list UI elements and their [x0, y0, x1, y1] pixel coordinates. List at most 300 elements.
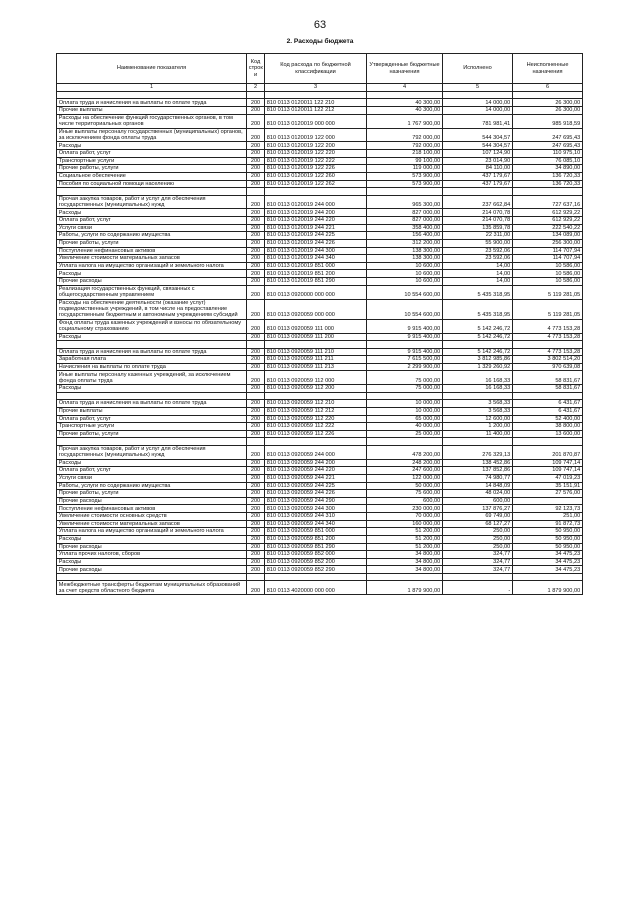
executed-amount-cell: 324,77: [443, 558, 513, 566]
expense-code-cell: 810 0113 0920059 111 200: [265, 333, 367, 341]
executed-amount-cell: 137 852,86: [443, 467, 513, 475]
line-code-cell: 200: [247, 520, 265, 528]
approved-amount-cell: 10 000,00: [367, 400, 443, 408]
unexecuted-amount-cell: 6 431,67: [513, 400, 583, 408]
table-row: [57, 247, 583, 255]
empty-cell: [57, 341, 247, 348]
approved-amount-cell: 34 800,00: [367, 558, 443, 566]
expense-code-cell: 810 0113 0920059 111 000: [265, 319, 367, 333]
executed-amount-cell: 138 452,86: [443, 459, 513, 467]
expense-code-cell: 810 0113 0120019 851 000: [265, 262, 367, 270]
empty-cell: [57, 392, 247, 399]
approved-amount-cell: 75 600,00: [367, 490, 443, 498]
approved-amount-cell: 40 000,00: [367, 423, 443, 431]
approved-amount-cell: 122 000,00: [367, 474, 443, 482]
approved-amount-cell: 248 200,00: [367, 459, 443, 467]
executed-amount-cell: 55 900,00: [443, 239, 513, 247]
executed-amount-cell: 781 981,41: [443, 114, 513, 128]
indicator-name-cell: Увеличение стоимости материальных запасов: [57, 255, 247, 263]
empty-cell: [443, 574, 513, 581]
expense-code-cell: 810 0113 0120019 851 200: [265, 270, 367, 278]
approved-amount-cell: 40 300,00: [367, 107, 443, 115]
unexecuted-amount-cell: 4 773 153,28: [513, 319, 583, 333]
line-code-cell: 200: [247, 490, 265, 498]
line-code-cell: 200: [247, 209, 265, 217]
line-code-cell: 200: [247, 239, 265, 247]
indicator-name-cell: Заработная плата: [57, 356, 247, 364]
unexecuted-amount-cell: 1 879 900,00: [513, 581, 583, 595]
table-row: [57, 505, 583, 513]
line-code-cell: 200: [247, 319, 265, 333]
empty-cell: [513, 574, 583, 581]
approved-amount-cell: 160 000,00: [367, 520, 443, 528]
executed-amount-cell: 23 592,06: [443, 247, 513, 255]
column-number: 1: [57, 84, 247, 92]
indicator-name-cell: Прочие работы, услуги: [57, 239, 247, 247]
indicator-name-cell: Расходы: [57, 558, 247, 566]
executed-amount-cell: 14,00: [443, 262, 513, 270]
line-code-cell: 200: [247, 513, 265, 521]
table-row: [57, 285, 583, 299]
executed-amount-cell: 69 749,00: [443, 513, 513, 521]
indicator-name-cell: Прочие расходы: [57, 566, 247, 574]
expense-code-cell: 810 0113 0120011 122 212: [265, 107, 367, 115]
empty-cell: [443, 188, 513, 195]
expense-code-cell: 810 0113 0920059 852 290: [265, 566, 367, 574]
approved-amount-cell: 9 915 400,00: [367, 348, 443, 356]
empty-cell: [367, 574, 443, 581]
executed-amount-cell: 12 600,00: [443, 415, 513, 423]
approved-amount-cell: 600,00: [367, 497, 443, 505]
line-code-cell: 200: [247, 482, 265, 490]
expense-code-cell: 810 0113 0920059 244 290: [265, 497, 367, 505]
empty-cell: [247, 341, 265, 348]
indicator-name-cell: Фонд оплаты труда казенных учреждений и взносы по обязательному социальному страхованию: [57, 319, 247, 333]
table-row: [57, 400, 583, 408]
executed-amount-cell: 14 000,00: [443, 107, 513, 115]
line-code-cell: 200: [247, 474, 265, 482]
indicator-name-cell: Расходы на обеспечение функций государственных органов, в том числе территориальных органов: [57, 114, 247, 128]
table-row: [57, 99, 583, 107]
section-title: 2. Расходы бюджета: [286, 38, 354, 45]
table-row: [57, 157, 583, 165]
line-code-cell: 200: [247, 232, 265, 240]
indicator-name-cell: Оплата работ, услуг: [57, 415, 247, 423]
indicator-name-cell: Уплата прочих налогов, сборов: [57, 551, 247, 559]
empty-cell: [443, 438, 513, 445]
unexecuted-amount-cell: 247 695,43: [513, 128, 583, 142]
table-row: [57, 474, 583, 482]
empty-cell: [57, 92, 247, 99]
expense-code-cell: 810 0113 0120019 122 220: [265, 150, 367, 158]
expense-code-cell: 810 0113 0920059 112 000: [265, 371, 367, 385]
expense-code-cell: 810 0113 0120019 244 000: [265, 195, 367, 209]
approved-amount-cell: 25 000,00: [367, 430, 443, 438]
executed-amount-cell: 68 127,27: [443, 520, 513, 528]
indicator-name-cell: Оплата работ, услуг: [57, 150, 247, 158]
approved-amount-cell: 10 554 600,00: [367, 299, 443, 319]
empty-cell: [367, 438, 443, 445]
table-row: [57, 543, 583, 551]
unexecuted-amount-cell: [513, 497, 583, 505]
table-spacer-row: [57, 392, 583, 399]
line-code-cell: 200: [247, 528, 265, 536]
line-code-cell: 200: [247, 299, 265, 319]
approved-amount-cell: 965 300,00: [367, 195, 443, 209]
line-code-cell: 200: [247, 150, 265, 158]
executed-amount-cell: 324,77: [443, 551, 513, 559]
table-row: [57, 255, 583, 263]
approved-amount-cell: 65 000,00: [367, 415, 443, 423]
indicator-name-cell: Расходы: [57, 459, 247, 467]
table-row: [57, 528, 583, 536]
executed-amount-cell: 276 329,13: [443, 445, 513, 459]
approved-amount-cell: 75 000,00: [367, 371, 443, 385]
table-row: [57, 566, 583, 574]
executed-amount-cell: 5 435 318,95: [443, 285, 513, 299]
table-row: [57, 558, 583, 566]
empty-cell: [265, 392, 367, 399]
expense-code-cell: 810 0113 0920059 111 210: [265, 348, 367, 356]
table-spacer-row: [57, 574, 583, 581]
unexecuted-amount-cell: 10 586,00: [513, 270, 583, 278]
table-row: [57, 445, 583, 459]
table-row: [57, 195, 583, 209]
unexecuted-amount-cell: 58 831,67: [513, 371, 583, 385]
unexecuted-amount-cell: 50 950,00: [513, 535, 583, 543]
unexecuted-amount-cell: 34 475,23: [513, 566, 583, 574]
indicator-name-cell: Иные выплаты персоналу казенных учреждений, за исключением фонда оплаты труда: [57, 371, 247, 385]
expense-code-cell: 810 0113 0920059 112 210: [265, 400, 367, 408]
unexecuted-amount-cell: 251,00: [513, 513, 583, 521]
indicator-name-cell: Социальное обеспечение: [57, 172, 247, 180]
unexecuted-amount-cell: 201 870,87: [513, 445, 583, 459]
expense-code-cell: 810 0113 0120019 122 260: [265, 172, 367, 180]
approved-amount-cell: 573 900,00: [367, 172, 443, 180]
executed-amount-cell: 11 400,00: [443, 430, 513, 438]
line-code-cell: 200: [247, 128, 265, 142]
executed-amount-cell: 23 592,06: [443, 255, 513, 263]
line-code-cell: 200: [247, 543, 265, 551]
executed-amount-cell: 22 311,00: [443, 232, 513, 240]
indicator-name-cell: Работы, услуги по содержанию имущества: [57, 482, 247, 490]
unexecuted-amount-cell: 109 747,14: [513, 459, 583, 467]
empty-cell: [513, 92, 583, 99]
approved-amount-cell: 7 615 500,00: [367, 356, 443, 364]
approved-amount-cell: 1 767 900,00: [367, 114, 443, 128]
empty-cell: [367, 188, 443, 195]
unexecuted-amount-cell: 727 637,16: [513, 195, 583, 209]
empty-cell: [443, 341, 513, 348]
line-code-cell: 200: [247, 371, 265, 385]
approved-amount-cell: 10 600,00: [367, 262, 443, 270]
indicator-name-cell: Увеличение стоимости материальных запасов: [57, 520, 247, 528]
indicator-name-cell: Реализация государственных функций, связанных с общегосударственным управлением: [57, 285, 247, 299]
column-number: 2: [247, 84, 265, 92]
expense-code-cell: 810 0113 0920059 112 226: [265, 430, 367, 438]
indicator-name-cell: Расходы: [57, 333, 247, 341]
indicator-name-cell: Услуги связи: [57, 224, 247, 232]
executed-amount-cell: 5 142 246,72: [443, 333, 513, 341]
expense-code-cell: 810 0113 0920059 244 300: [265, 505, 367, 513]
table-row: [57, 423, 583, 431]
table-row: [57, 407, 583, 415]
approved-amount-cell: 51 200,00: [367, 528, 443, 536]
table-row: [57, 348, 583, 356]
approved-amount-cell: 51 200,00: [367, 543, 443, 551]
executed-amount-cell: 544 304,57: [443, 128, 513, 142]
indicator-name-cell: Расходы: [57, 385, 247, 393]
header-expense-code: Код расхода по бюджетной классификации: [265, 54, 367, 84]
approved-amount-cell: 792 000,00: [367, 142, 443, 150]
line-code-cell: 200: [247, 224, 265, 232]
indicator-name-cell: Расходы: [57, 270, 247, 278]
expense-code-cell: 810 0113 0920059 112 222: [265, 423, 367, 431]
empty-cell: [57, 438, 247, 445]
indicator-name-cell: Оплата работ, услуг: [57, 467, 247, 475]
executed-amount-cell: 3 812 985,86: [443, 356, 513, 364]
line-code-cell: 200: [247, 348, 265, 356]
table-row: [57, 415, 583, 423]
indicator-name-cell: Прочие работы, услуги: [57, 490, 247, 498]
unexecuted-amount-cell: 612 929,22: [513, 217, 583, 225]
executed-amount-cell: 250,00: [443, 535, 513, 543]
executed-amount-cell: 600,00: [443, 497, 513, 505]
approved-amount-cell: 10 600,00: [367, 270, 443, 278]
table-spacer-row: [57, 438, 583, 445]
table-header-row: [57, 54, 583, 84]
empty-cell: [513, 188, 583, 195]
table-spacer-row: [57, 188, 583, 195]
unexecuted-amount-cell: 92 123,73: [513, 505, 583, 513]
page-number: 63: [313, 19, 327, 31]
table-row: [57, 150, 583, 158]
expense-code-cell: 810 0113 0120011 122 210: [265, 99, 367, 107]
unexecuted-amount-cell: 134 089,00: [513, 232, 583, 240]
unexecuted-amount-cell: 3 802 514,20: [513, 356, 583, 364]
approved-amount-cell: 138 300,00: [367, 255, 443, 263]
unexecuted-amount-cell: 50 950,00: [513, 543, 583, 551]
unexecuted-amount-cell: 110 975,10: [513, 150, 583, 158]
approved-amount-cell: 478 200,00: [367, 445, 443, 459]
unexecuted-amount-cell: 970 639,08: [513, 363, 583, 371]
executed-amount-cell: 1 329 260,92: [443, 363, 513, 371]
empty-cell: [513, 392, 583, 399]
table-row: [57, 467, 583, 475]
unexecuted-amount-cell: 26 300,00: [513, 107, 583, 115]
approved-amount-cell: 9 915 400,00: [367, 333, 443, 341]
empty-cell: [443, 392, 513, 399]
executed-amount-cell: 74 980,77: [443, 474, 513, 482]
expense-code-cell: 810 0113 0920059 851 290: [265, 543, 367, 551]
unexecuted-amount-cell: 136 720,33: [513, 180, 583, 188]
table-row: [57, 128, 583, 142]
expense-code-cell: 810 0113 0120019 122 262: [265, 180, 367, 188]
table-row: [57, 520, 583, 528]
line-code-cell: 200: [247, 270, 265, 278]
unexecuted-amount-cell: 34 890,00: [513, 165, 583, 173]
line-code-cell: 200: [247, 581, 265, 595]
header-line-code: Код строк и: [247, 54, 265, 84]
approved-amount-cell: 156 400,00: [367, 232, 443, 240]
executed-amount-cell: 214 070,78: [443, 209, 513, 217]
header-unexecuted: Неисполненные назначения: [513, 54, 583, 84]
unexecuted-amount-cell: 27 576,00: [513, 490, 583, 498]
executed-amount-cell: 14 848,09: [443, 482, 513, 490]
indicator-name-cell: Прочая закупка товаров, работ и услуг для обеспечения государственных (муниципальных) нужд: [57, 195, 247, 209]
unexecuted-amount-cell: 34 475,23: [513, 551, 583, 559]
indicator-name-cell: Прочие расходы: [57, 497, 247, 505]
unexecuted-amount-cell: 247 695,43: [513, 142, 583, 150]
indicator-name-cell: Прочая закупка товаров, работ и услуг для обеспечения государственных (муниципальных) нужд: [57, 445, 247, 459]
table-row: [57, 165, 583, 173]
approved-amount-cell: 99 100,00: [367, 157, 443, 165]
table-row: [57, 482, 583, 490]
table-body: [57, 92, 583, 595]
line-code-cell: 200: [247, 165, 265, 173]
unexecuted-amount-cell: 58 831,67: [513, 385, 583, 393]
indicator-name-cell: Прочие расходы: [57, 278, 247, 286]
indicator-name-cell: Расходы: [57, 535, 247, 543]
indicator-name-cell: Прочие выплаты: [57, 107, 247, 115]
line-code-cell: 200: [247, 278, 265, 286]
empty-cell: [247, 574, 265, 581]
executed-amount-cell: -: [443, 581, 513, 595]
empty-cell: [265, 92, 367, 99]
column-number: 3: [265, 84, 367, 92]
line-code-cell: 200: [247, 99, 265, 107]
indicator-name-cell: Поступление нефинансовых активов: [57, 247, 247, 255]
expense-code-cell: 810 0113 0120019 244 226: [265, 239, 367, 247]
unexecuted-amount-cell: 10 586,00: [513, 278, 583, 286]
table-row: [57, 581, 583, 595]
indicator-name-cell: Увеличение стоимости основных средств: [57, 513, 247, 521]
empty-cell: [57, 188, 247, 195]
header-executed: Исполнено: [443, 54, 513, 84]
approved-amount-cell: 10 600,00: [367, 278, 443, 286]
approved-amount-cell: 358 400,00: [367, 224, 443, 232]
approved-amount-cell: 10 000,00: [367, 407, 443, 415]
unexecuted-amount-cell: 985 918,59: [513, 114, 583, 128]
expense-code-cell: 810 0113 0120019 244 200: [265, 209, 367, 217]
approved-amount-cell: 792 000,00: [367, 128, 443, 142]
approved-amount-cell: 119 000,00: [367, 165, 443, 173]
line-code-cell: 200: [247, 142, 265, 150]
table-row: [57, 363, 583, 371]
line-code-cell: 200: [247, 195, 265, 209]
empty-cell: [57, 574, 247, 581]
executed-amount-cell: 5 435 318,95: [443, 299, 513, 319]
expense-code-cell: 810 0113 0120019 244 340: [265, 255, 367, 263]
table-spacer-row: [57, 92, 583, 99]
approved-amount-cell: 230 000,00: [367, 505, 443, 513]
expense-code-cell: 810 0113 0120019 851 290: [265, 278, 367, 286]
header-indicator-name: Наименование показателя: [57, 54, 247, 84]
executed-amount-cell: 14,00: [443, 278, 513, 286]
empty-cell: [367, 92, 443, 99]
table-spacer-row: [57, 341, 583, 348]
approved-amount-cell: 34 800,00: [367, 566, 443, 574]
line-code-cell: 200: [247, 459, 265, 467]
approved-amount-cell: 827 000,00: [367, 217, 443, 225]
line-code-cell: 200: [247, 157, 265, 165]
line-code-cell: 200: [247, 558, 265, 566]
empty-cell: [367, 392, 443, 399]
line-code-cell: 200: [247, 180, 265, 188]
expense-code-cell: 810 0113 0920059 111 213: [265, 363, 367, 371]
expense-code-cell: 810 0113 0120019 122 200: [265, 142, 367, 150]
empty-cell: [265, 574, 367, 581]
line-code-cell: 200: [247, 400, 265, 408]
executed-amount-cell: 437 179,67: [443, 180, 513, 188]
unexecuted-amount-cell: 612 929,22: [513, 209, 583, 217]
executed-amount-cell: 137 876,27: [443, 505, 513, 513]
executed-amount-cell: 5 142 246,72: [443, 319, 513, 333]
table-row: [57, 270, 583, 278]
table-row: [57, 535, 583, 543]
table-row: [57, 497, 583, 505]
executed-amount-cell: 14,00: [443, 270, 513, 278]
table-row: [57, 299, 583, 319]
approved-amount-cell: 218 100,00: [367, 150, 443, 158]
indicator-name-cell: Оплата работ, услуг: [57, 217, 247, 225]
line-code-cell: 200: [247, 505, 265, 513]
unexecuted-amount-cell: 114 707,94: [513, 255, 583, 263]
empty-cell: [247, 392, 265, 399]
empty-cell: [247, 188, 265, 195]
table-row: [57, 459, 583, 467]
expense-code-cell: 810 0113 0920059 112 212: [265, 407, 367, 415]
table-row: [57, 172, 583, 180]
indicator-name-cell: Межбюджетные трансферты бюджетам муниципальных образований за счет средств областного бюджета: [57, 581, 247, 595]
executed-amount-cell: 14 000,00: [443, 99, 513, 107]
indicator-name-cell: Работы, услуги по содержанию имущества: [57, 232, 247, 240]
executed-amount-cell: 16 168,33: [443, 371, 513, 385]
unexecuted-amount-cell: 5 119 281,05: [513, 299, 583, 319]
line-code-cell: 200: [247, 172, 265, 180]
table-row: [57, 356, 583, 364]
approved-amount-cell: 2 299 900,00: [367, 363, 443, 371]
table-row: [57, 430, 583, 438]
line-code-cell: 200: [247, 497, 265, 505]
approved-amount-cell: 70 000,00: [367, 513, 443, 521]
approved-amount-cell: 51 200,00: [367, 535, 443, 543]
column-number: 5: [443, 84, 513, 92]
indicator-name-cell: Пособия по социальной помощи населению: [57, 180, 247, 188]
executed-amount-cell: 23 014,90: [443, 157, 513, 165]
expense-code-cell: 810 0113 0920059 851 200: [265, 535, 367, 543]
line-code-cell: 200: [247, 407, 265, 415]
indicator-name-cell: Иные выплаты персоналу государственных (муниципальных) органов, за исключением фонда оплаты труда: [57, 128, 247, 142]
unexecuted-amount-cell: 5 119 281,05: [513, 285, 583, 299]
table-row: [57, 385, 583, 393]
table-row: [57, 239, 583, 247]
line-code-cell: 200: [247, 333, 265, 341]
line-code-cell: 200: [247, 415, 265, 423]
empty-cell: [513, 438, 583, 445]
executed-amount-cell: 135 859,78: [443, 224, 513, 232]
unexecuted-amount-cell: 6 431,67: [513, 407, 583, 415]
unexecuted-amount-cell: 256 300,00: [513, 239, 583, 247]
expense-code-cell: 810 0113 0920059 244 220: [265, 467, 367, 475]
indicator-name-cell: Транспортные услуги: [57, 157, 247, 165]
expense-code-cell: 810 0113 0920059 852 200: [265, 558, 367, 566]
executed-amount-cell: 48 024,00: [443, 490, 513, 498]
expense-code-cell: 810 0113 0120019 122 222: [265, 157, 367, 165]
empty-cell: [247, 438, 265, 445]
table-row: [57, 262, 583, 270]
expense-code-cell: 810 0113 0920059 111 211: [265, 356, 367, 364]
